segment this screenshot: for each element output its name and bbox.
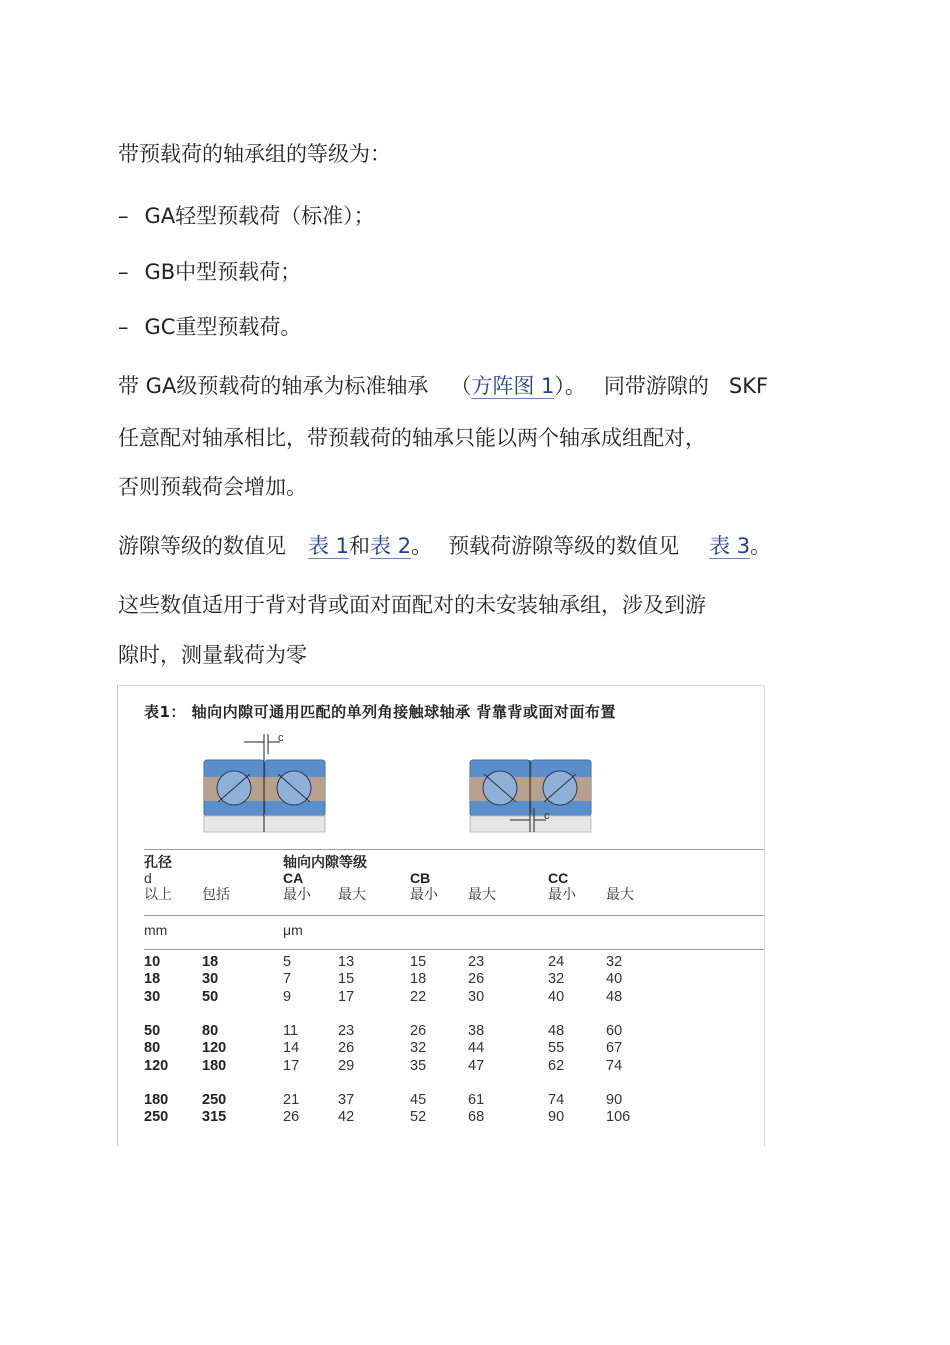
- header-ca-max: 最大: [338, 886, 366, 902]
- cell-ca-min: 7: [283, 971, 292, 988]
- table-1-figure: [117, 685, 765, 1146]
- header-ca-min: 最小: [283, 886, 311, 902]
- p2-text-c: 预载荷游隙等级的数值见: [448, 534, 680, 558]
- cell-cc-min: 48: [548, 1023, 565, 1039]
- cell-cb-max: 26: [468, 971, 485, 988]
- cell-over: 250: [144, 1109, 169, 1126]
- cell-cc-max: 106: [606, 1109, 631, 1126]
- link-table-3[interactable]: 表 3: [709, 534, 751, 558]
- cell-incl: 250: [202, 1092, 227, 1108]
- cell-incl: 50: [202, 988, 219, 1005]
- intro-text: 带预载荷的轴承组的等级为：: [118, 142, 391, 166]
- header-ca: CA: [283, 870, 304, 886]
- header-cc-min: 最小: [548, 886, 576, 902]
- table-rule-units: [144, 949, 764, 950]
- cell-cb-min: 32: [410, 1040, 427, 1057]
- table-row: [118, 1058, 764, 1075]
- cell-incl: 30: [202, 971, 219, 988]
- cell-ca-min: 5: [283, 954, 292, 970]
- cell-over: 180: [144, 1092, 169, 1108]
- cell-cc-max: 32: [606, 954, 623, 970]
- cell-cc-max: 48: [606, 988, 623, 1005]
- p1-close: ）。: [554, 374, 586, 398]
- cell-cb-min: 52: [410, 1109, 427, 1126]
- list-item-gc: [118, 314, 301, 340]
- list-dash: –: [118, 204, 129, 228]
- paragraph-ga-line3: 否则预载荷会增加。: [118, 475, 307, 499]
- cell-over: 50: [144, 1023, 161, 1039]
- p1-skf: SKF: [728, 374, 769, 398]
- list-item-ga: [118, 203, 375, 229]
- cell-cb-max: 30: [468, 988, 485, 1005]
- bearing-pair-right: [470, 760, 591, 832]
- cell-cb-min: 35: [410, 1057, 427, 1074]
- table-rule-top: [144, 849, 764, 850]
- cell-incl: 120: [202, 1040, 227, 1057]
- cell-ca-max: 13: [338, 954, 355, 970]
- cell-cb-max: 61: [468, 1092, 485, 1108]
- cell-cc-min: 62: [548, 1057, 565, 1074]
- cell-incl: 180: [202, 1057, 227, 1074]
- cell-ca-max: 29: [338, 1057, 355, 1074]
- cell-cc-max: 60: [606, 1023, 623, 1039]
- bearing-pair-left: [204, 734, 325, 832]
- p1-text-b: 同带游隙的: [603, 374, 709, 398]
- cell-cb-min: 26: [410, 1023, 427, 1039]
- paragraph-clearance-values: [118, 533, 771, 559]
- p2-text-a: 游隙等级的数值见: [118, 534, 286, 558]
- list-dash: –: [118, 315, 129, 339]
- cell-cb-min: 18: [410, 971, 427, 988]
- cell-over: 18: [144, 971, 161, 988]
- cell-ca-max: 26: [338, 1040, 355, 1057]
- p1-text-a: 带 GA级预载荷的轴承为标准轴承: [118, 374, 429, 398]
- header-d: d: [144, 870, 152, 886]
- cell-incl: 80: [202, 1023, 219, 1039]
- link-table-1[interactable]: 表 1: [308, 534, 350, 558]
- cell-ca-min: 11: [283, 1023, 299, 1039]
- cell-cb-min: 15: [410, 954, 427, 970]
- cell-ca-min: 14: [283, 1040, 300, 1057]
- cell-cc-max: 90: [606, 1092, 623, 1108]
- table-row: [118, 1109, 764, 1126]
- link-matrix-figure-1[interactable]: 方阵图 1: [471, 374, 555, 398]
- p2-period: 。: [411, 534, 433, 558]
- header-cb-max: 最大: [468, 886, 496, 902]
- cell-incl: 315: [202, 1109, 227, 1126]
- cell-over: 80: [144, 1040, 161, 1057]
- header-cb: CB: [410, 870, 431, 886]
- cell-over: 10: [144, 954, 161, 970]
- cell-ca-min: 21: [283, 1092, 300, 1108]
- table-row: [118, 1092, 764, 1109]
- cell-ca-min: 17: [283, 1057, 300, 1074]
- dim-label-left: c: [278, 732, 284, 744]
- cell-cb-min: 22: [410, 988, 427, 1005]
- header-cb-min: 最小: [410, 886, 438, 902]
- cell-cb-max: 23: [468, 954, 485, 970]
- table-rule-header: [144, 915, 764, 916]
- cell-cb-min: 45: [410, 1092, 427, 1108]
- cell-ca-min: 26: [283, 1109, 300, 1126]
- paragraph-applicability-line1: 这些数值适用于背对背或面对面配对的未安装轴承组，涉及到游: [118, 593, 706, 617]
- header-incl: 包括: [202, 886, 230, 902]
- bearing-diagrams: [118, 724, 764, 836]
- dim-label-right: c: [544, 810, 550, 822]
- cell-cb-max: 68: [468, 1109, 485, 1126]
- cell-cb-max: 44: [468, 1040, 485, 1057]
- cell-ca-max: 17: [338, 988, 355, 1005]
- table-title: 表1： 轴向内隙可通用匹配的单列角接触球轴承 背靠背或面对面布置: [144, 703, 616, 721]
- cell-ca-max: 15: [338, 971, 355, 988]
- cell-cc-max: 67: [606, 1040, 623, 1057]
- cell-cb-max: 38: [468, 1023, 485, 1039]
- cell-incl: 18: [202, 954, 219, 970]
- cell-cc-min: 32: [548, 971, 565, 988]
- table-row: [118, 1040, 764, 1057]
- cell-cc-max: 40: [606, 971, 623, 988]
- header-cc: CC: [548, 870, 569, 886]
- cell-cc-min: 24: [548, 954, 565, 970]
- cell-cc-min: 90: [548, 1109, 565, 1126]
- cell-cc-min: 74: [548, 1092, 565, 1108]
- cell-ca-min: 9: [283, 988, 292, 1005]
- cell-ca-max: 42: [338, 1109, 355, 1126]
- cell-over: 120: [144, 1057, 169, 1074]
- header-bore: 孔径: [144, 855, 172, 871]
- list-text: GB中型预载荷；: [144, 260, 302, 284]
- link-table-2[interactable]: 表 2: [370, 534, 412, 558]
- list-text: GC重型预载荷。: [144, 315, 302, 339]
- table-row: [118, 989, 764, 1006]
- table-row: [118, 971, 764, 988]
- header-axial-clearance: 轴向内隙等级: [283, 855, 367, 871]
- cell-ca-max: 23: [338, 1023, 355, 1039]
- unit-um: μm: [283, 922, 303, 938]
- p1-open: （: [450, 374, 472, 398]
- paragraph-ga-line2: 任意配对轴承相比，带预载荷的轴承只能以两个轴承成组配对，: [118, 426, 706, 450]
- list-item-gb: [118, 259, 301, 285]
- cell-over: 30: [144, 988, 161, 1005]
- header-cc-max: 最大: [606, 886, 634, 902]
- table-row: [118, 954, 764, 971]
- p2-period-end: 。: [750, 534, 772, 558]
- cell-ca-max: 37: [338, 1092, 355, 1108]
- cell-cc-min: 55: [548, 1040, 565, 1057]
- header-over: 以上: [144, 886, 172, 902]
- p2-and: 和: [349, 534, 371, 558]
- list-dash: –: [118, 260, 129, 284]
- list-text: GA轻型预载荷（标准）；: [144, 204, 375, 228]
- unit-mm: mm: [144, 922, 168, 938]
- cell-cc-min: 40: [548, 988, 565, 1005]
- cell-cc-max: 74: [606, 1057, 623, 1074]
- paragraph-ga-line1: [118, 373, 768, 399]
- paragraph-applicability-line2: 隙时，测量载荷为零: [118, 643, 307, 667]
- cell-cb-max: 47: [468, 1057, 485, 1074]
- table-row: [118, 1023, 764, 1040]
